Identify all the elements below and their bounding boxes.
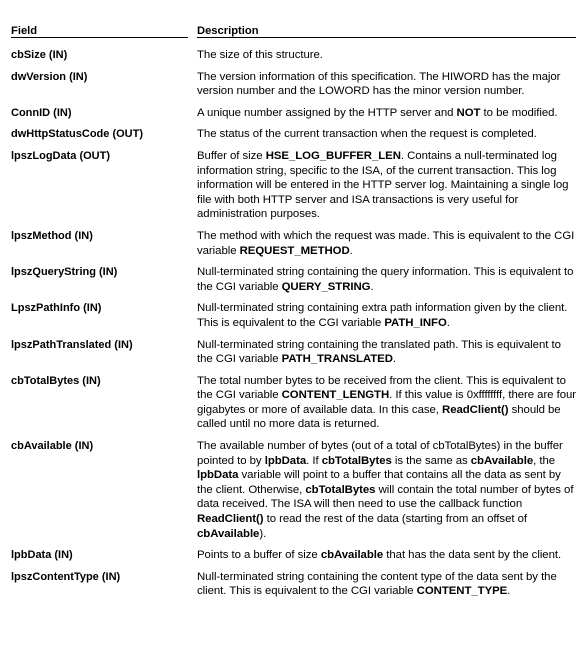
field-description xyxy=(197,127,576,142)
field-name: ConnID (IN) xyxy=(11,106,72,119)
description-text: . xyxy=(349,244,353,257)
table-row xyxy=(11,48,576,63)
field-description xyxy=(197,548,576,563)
field-name: lpszContentType (IN) xyxy=(11,570,121,583)
bold-term: cbAvailable xyxy=(320,549,384,562)
description-text: The method with which the request was made. This is equivalent to the CGI variable xyxy=(197,229,575,257)
description-text: Null-terminated string containing the translated path. This is equivalent to the CGI variable xyxy=(197,338,561,366)
field-description xyxy=(197,106,576,121)
description-text: . xyxy=(507,585,511,598)
field-description xyxy=(197,374,576,432)
field-name: cbSize (IN) xyxy=(11,49,68,61)
description-text: A unique number assigned by the HTTP server and xyxy=(197,106,457,119)
field-description xyxy=(197,48,576,63)
field-name: LpszPathInfo (IN) xyxy=(11,302,102,315)
table-row xyxy=(11,106,576,121)
bold-term: lpbData xyxy=(264,454,307,467)
bold-term: REQUEST_METHOD xyxy=(239,244,350,257)
field-description xyxy=(197,439,576,541)
field-description xyxy=(197,570,576,599)
description-text: Null-terminated string containing the query information. This is equivalent to the CGI variable xyxy=(197,266,574,293)
table-row xyxy=(11,374,576,432)
field-name: dwVersion (IN) xyxy=(11,70,88,83)
description-text: . If xyxy=(306,454,322,467)
table-row xyxy=(11,338,576,367)
bold-term: ReadClient() xyxy=(197,513,264,526)
bold-term: ReadClient() xyxy=(442,403,509,416)
description-text: to be modified. xyxy=(480,106,558,119)
bold-term: cbTotalBytes xyxy=(321,454,392,467)
description-text: . xyxy=(370,280,374,293)
bold-term: PATH_TRANSLATED xyxy=(281,353,393,366)
table-header xyxy=(11,25,576,38)
description-text: is the same as xyxy=(391,454,471,467)
description-text: ). xyxy=(259,527,267,540)
field-description xyxy=(197,149,576,222)
bold-term: PATH_INFO xyxy=(384,316,447,329)
description-text: . xyxy=(392,353,397,366)
table-row xyxy=(11,570,576,599)
description-text: . If this value is 0xffffffff, there are four gigabytes or more of available data. In this case, xyxy=(197,389,576,416)
description-text: The status of the current transaction when the request is completed. xyxy=(197,128,537,141)
description-text: will contain the total number of bytes of data received. The ISA will then need to use the callback function xyxy=(197,483,574,511)
table-row xyxy=(11,229,576,258)
bold-term: QUERY_STRING xyxy=(281,280,371,293)
field-name: lpszPathTranslated (IN) xyxy=(11,338,133,351)
description-text: should be called until no more data is returned. xyxy=(197,403,561,431)
description-text: that has the data sent by the client. xyxy=(383,549,562,562)
description-text: Buffer of size xyxy=(197,149,266,162)
field-name: lpszQueryString (IN) xyxy=(11,266,118,279)
field-description xyxy=(197,301,576,330)
field-name: lpszMethod (IN) xyxy=(11,229,93,242)
table-row xyxy=(11,127,576,142)
bold-term: cbTotalBytes xyxy=(305,483,376,496)
table-row xyxy=(11,301,576,330)
description-text: The size of this structure. xyxy=(197,49,323,61)
description-text: Null-terminated string containing extra path information given by the client. This is equivalent to the CGI variable xyxy=(197,302,568,329)
description-text: variable will point to a buffer that contains all the data as sent by the client. Otherwise, xyxy=(197,469,561,496)
description-text: . Contains a null-terminated log information string, specific to the ISA, of the current transaction. This log information will be entered in the HTTP server log. Maintaining a single log file with both HTTP server and ISA transactions is very useful for administration purposes. xyxy=(197,149,569,221)
bold-term: cbAvailable xyxy=(470,454,534,467)
field-name: lpszLogData (OUT) xyxy=(11,149,110,162)
bold-term: lpbData xyxy=(197,469,239,482)
field-column-header: Field xyxy=(11,25,188,38)
bold-term: cbAvailable xyxy=(197,527,260,540)
field-description xyxy=(197,70,576,99)
field-description xyxy=(197,338,576,367)
description-column-header: Description xyxy=(197,25,576,38)
field-description-table xyxy=(11,25,576,606)
bold-term: NOT xyxy=(456,106,481,119)
field-name: cbAvailable (IN) xyxy=(11,440,94,453)
description-text: to read the rest of the data (starting from an offset of xyxy=(263,513,527,526)
table-row xyxy=(11,70,576,99)
description-text: , the xyxy=(533,454,556,467)
description-text: The total number bytes to be received from the client. This is equivalent to the CGI variable xyxy=(197,374,566,402)
field-name: cbTotalBytes (IN) xyxy=(11,374,101,387)
bold-term: CONTENT_LENGTH xyxy=(281,389,390,402)
bold-term: HSE_LOG_BUFFER_LEN xyxy=(265,149,401,162)
table-body xyxy=(11,48,576,599)
field-name: dwHttpStatusCode (OUT) xyxy=(11,128,143,141)
table-row xyxy=(11,149,576,222)
table-row xyxy=(11,548,576,563)
description-text: . xyxy=(446,316,450,329)
description-text: The version information of this specification. The HIWORD has the major version number and the LOWORD has the minor version number. xyxy=(197,70,561,98)
description-text: The available number of bytes (out of a total of cbTotalBytes) in the buffer pointed to by xyxy=(197,440,563,467)
field-description xyxy=(197,265,576,294)
field-description xyxy=(197,229,576,258)
description-text: Null-terminated string containing the content type of the data sent by the client. This is equivalent to the CGI variable xyxy=(197,570,557,598)
bold-term: CONTENT_TYPE xyxy=(416,585,508,598)
table-row xyxy=(11,439,576,541)
table-row xyxy=(11,265,576,294)
field-name: lpbData (IN) xyxy=(11,549,73,562)
description-text: Points to a buffer of size xyxy=(197,549,321,562)
